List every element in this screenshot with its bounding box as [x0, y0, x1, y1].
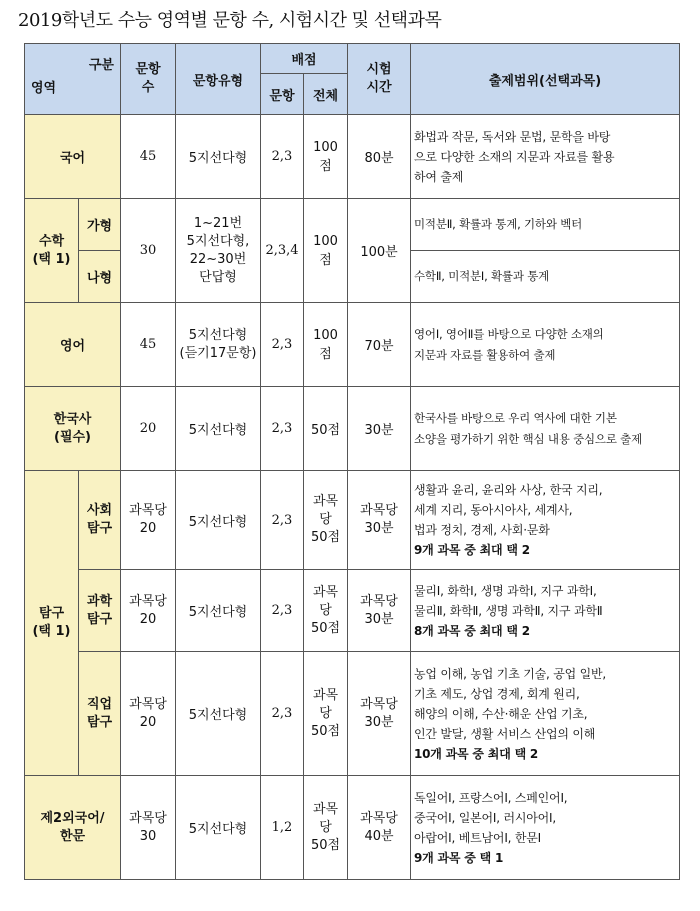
time-cell: 80분: [348, 115, 411, 199]
points-cell: 2,3,4: [261, 199, 304, 303]
time-cell: 과목당 30분: [348, 652, 411, 776]
count-cell: 20: [121, 387, 176, 471]
area-inquiry: 탐구 (택 1): [25, 471, 79, 776]
count-cell: 과목당 20: [121, 570, 176, 652]
time-cell: 과목당 30분: [348, 570, 411, 652]
total-cell: 과목당 50점: [304, 652, 348, 776]
total-cell: 50점: [304, 387, 348, 471]
points-cell: 2,3: [261, 303, 304, 387]
header-area-gubun: [25, 44, 121, 115]
scope-vocational: 농업 이해, 농업 기초 기술, 공업 일반, 기초 제도, 상업 경제, 회계 원리, 해양의 이해, 수산·해운 산업 기초, 인간 발달, 생활 서비스 산업의 이해 10개 과목 중 최대 택 2: [411, 652, 680, 776]
table-row: [25, 303, 680, 387]
total-cell: 100점: [304, 303, 348, 387]
table-row: [25, 776, 680, 880]
inquiry-science: 과학 탐구: [79, 570, 121, 652]
count-cell: 과목당 20: [121, 652, 176, 776]
exam-table: [24, 43, 680, 880]
scope-math-b: 수학Ⅱ, 미적분Ⅰ, 확률과 통계: [411, 251, 680, 303]
scope-second-lang: 독일어Ⅰ, 프랑스어Ⅰ, 스페인어Ⅰ, 중국어Ⅰ, 일본어Ⅰ, 러시아어Ⅰ, 아랍어Ⅰ, 베트남어Ⅰ, 한문Ⅰ 9개 과목 중 택 1: [411, 776, 680, 880]
header-gubun: 구분: [88, 58, 114, 73]
points-cell: 2,3: [261, 652, 304, 776]
header-count: 문항 수: [121, 44, 176, 115]
total-cell: 과목당 50점: [304, 471, 348, 570]
time-cell: 과목당 30분: [348, 471, 411, 570]
type-cell: 5지선다형: [176, 387, 261, 471]
area-history: 한국사 (필수): [25, 387, 121, 471]
count-cell: 45: [121, 303, 176, 387]
total-cell: 과목당 50점: [304, 776, 348, 880]
type-cell: 5지선다형: [176, 471, 261, 570]
points-cell: 2,3: [261, 387, 304, 471]
area-math: 수학 (택 1): [25, 199, 79, 303]
table-row: [25, 570, 680, 652]
table-row: [25, 652, 680, 776]
time-cell: 30분: [348, 387, 411, 471]
type-cell: 5지선다형: [176, 776, 261, 880]
total-cell: 100점: [304, 115, 348, 199]
math-sub-a: 가형: [79, 199, 121, 251]
area-english: 영어: [25, 303, 121, 387]
scope-math-a: 미적분Ⅱ, 확률과 통계, 기하와 벡터: [411, 199, 680, 251]
scope-social: 생활과 윤리, 윤리와 사상, 한국 지리, 세계 지리, 동아시아사, 세계사, 법과 정치, 경제, 사회·문화 9개 과목 중 최대 택 2: [411, 471, 680, 570]
type-cell: 5지선다형 (듣기17문항): [176, 303, 261, 387]
table-row: [25, 115, 680, 199]
count-cell: 과목당 30: [121, 776, 176, 880]
points-cell: 1,2: [261, 776, 304, 880]
inquiry-social: 사회 탐구: [79, 471, 121, 570]
header-points-total: 전체: [304, 74, 348, 115]
points-cell: 2,3: [261, 471, 304, 570]
area-korean: 국어: [25, 115, 121, 199]
math-sub-b: 나형: [79, 251, 121, 303]
table-row: [25, 387, 680, 471]
time-cell: 과목당 40분: [348, 776, 411, 880]
scope-history: 한국사를 바탕으로 우리 역사에 대한 기본 소양을 평가하기 위한 핵심 내용 중심으로 출제: [411, 387, 680, 471]
total-cell: 100점: [304, 199, 348, 303]
header-type: 문항유형: [176, 44, 261, 115]
type-cell: 5지선다형: [176, 115, 261, 199]
header-yeongyeok: 영역: [31, 81, 57, 96]
area-second-lang: 제2외국어/ 한문: [25, 776, 121, 880]
header-points: 배점: [261, 44, 348, 74]
table-row: [25, 199, 680, 251]
points-cell: 2,3: [261, 570, 304, 652]
scope-korean: 화법과 작문, 독서와 문법, 문학을 바탕 으로 다양한 소재의 지문과 자료를 활용 하여 출제: [411, 115, 680, 199]
scope-science: 물리Ⅰ, 화학Ⅰ, 생명 과학Ⅰ, 지구 과학Ⅰ, 물리Ⅱ, 화학Ⅱ, 생명 과학Ⅱ, 지구 과학Ⅱ 8개 과목 중 최대 택 2: [411, 570, 680, 652]
header-scope: 출제범위(선택과목): [411, 44, 680, 115]
count-cell: 45: [121, 115, 176, 199]
time-cell: 70분: [348, 303, 411, 387]
type-cell: 5지선다형: [176, 570, 261, 652]
count-cell: 과목당 20: [121, 471, 176, 570]
page-title: 2019학년도 수능 영역별 문항 수, 시험시간 및 선택과목: [18, 10, 442, 31]
count-cell: 30: [121, 199, 176, 303]
table-row: [25, 471, 680, 570]
type-cell: 1~21번 5지선다형, 22~30번 단답형: [176, 199, 261, 303]
type-cell: 5지선다형: [176, 652, 261, 776]
time-cell: 100분: [348, 199, 411, 303]
header-points-item: 문항: [261, 74, 304, 115]
points-cell: 2,3: [261, 115, 304, 199]
scope-english: 영어Ⅰ, 영어Ⅱ를 바탕으로 다양한 소재의 지문과 자료를 활용하여 출제: [411, 303, 680, 387]
inquiry-vocational: 직업 탐구: [79, 652, 121, 776]
header-time: 시험 시간: [348, 44, 411, 115]
total-cell: 과목당 50점: [304, 570, 348, 652]
